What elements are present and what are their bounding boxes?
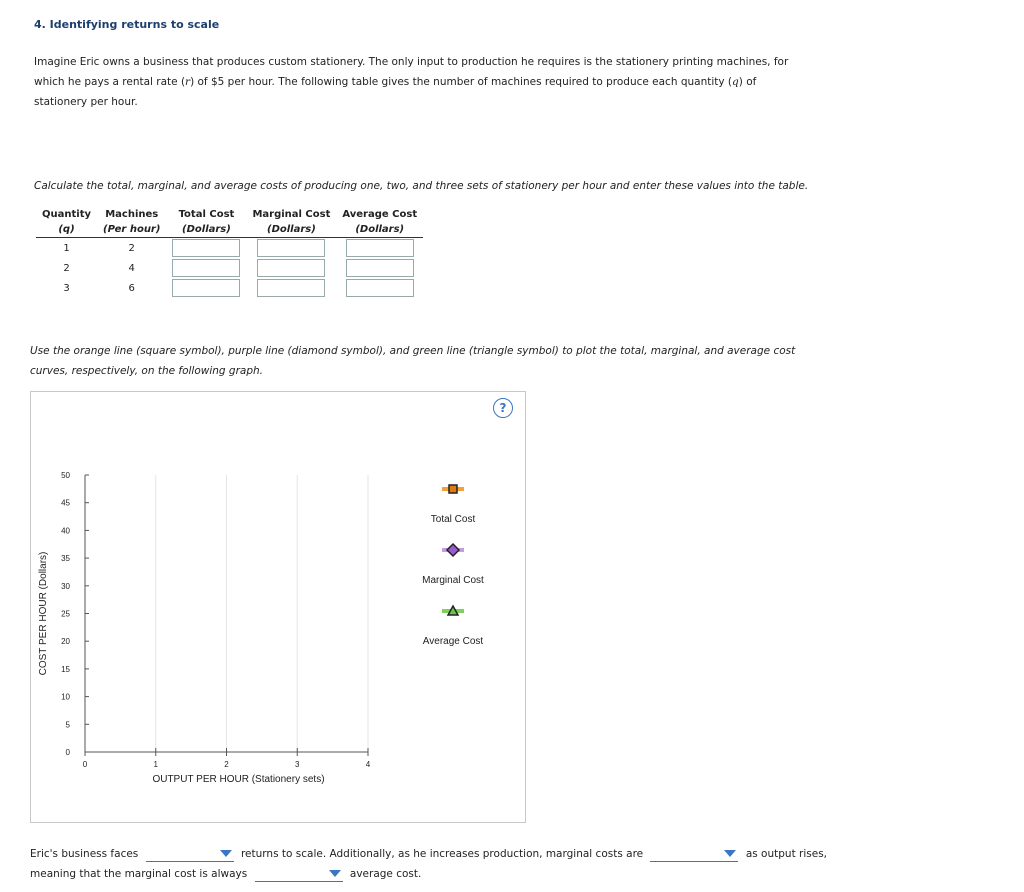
- marginal-cost-input-3[interactable]: [257, 279, 325, 297]
- header-quantity: Quantity: [42, 208, 91, 220]
- x-tick-label: 1: [153, 760, 158, 769]
- cell-quantity: 2: [63, 262, 70, 274]
- x-tick-label: 4: [365, 760, 371, 769]
- table-row: [36, 258, 423, 278]
- table-header-row: [36, 206, 423, 222]
- average-cost-input-2[interactable]: [346, 259, 414, 277]
- legend-diamond-icon: [447, 544, 459, 556]
- subheader-machines: (Per hour): [97, 222, 166, 238]
- header-average-cost: Average Cost: [342, 208, 418, 220]
- sentence-part-4: meaning that the marginal cost is always: [30, 868, 248, 880]
- chevron-down-icon: [220, 850, 232, 857]
- x-tick-label: 2: [224, 760, 229, 769]
- header-marginal-cost: Marginal Cost: [252, 208, 331, 220]
- y-axis-label: COST PER HOUR (Dollars): [38, 551, 49, 676]
- legend-label: Average Cost: [422, 636, 484, 647]
- marginal-cost-input-2[interactable]: [257, 259, 325, 277]
- y-tick-label: 50: [61, 471, 70, 480]
- subheader-quantity: (q): [36, 222, 97, 238]
- x-axis-label: OUTPUT PER HOUR (Stationery sets): [152, 774, 325, 785]
- table-instruction: Calculate the total, marginal, and average costs of producing one, two, and three sets of stationery per hour and enter these values into the table.: [34, 180, 809, 192]
- subheader-total-cost: (Dollars): [166, 222, 246, 238]
- y-tick-label: 40: [61, 526, 70, 536]
- cell-machines: 6: [128, 282, 135, 294]
- cell-quantity: 1: [63, 242, 70, 254]
- sentence-part-1: Eric's business faces: [30, 848, 139, 860]
- question-title: 4. Identifying returns to scale: [34, 18, 220, 31]
- y-tick-label: 20: [61, 637, 70, 647]
- y-tick-label: 35: [61, 554, 70, 564]
- y-tick-label: 10: [61, 692, 70, 702]
- header-machines: Machines: [105, 208, 159, 220]
- cost-table: [36, 206, 423, 298]
- cell-machines: 4: [128, 262, 135, 274]
- average-cost-input-1[interactable]: [346, 239, 414, 257]
- intro-paragraph: Imagine Eric owns a business that produces custom stationery. The only input to production he requires is the stationery printing machines, for which he pays a rental rate (r) of $5 per hour. The following table gives the number of machines required to produce each quantity (q) of stationery per hour.: [34, 56, 789, 108]
- average-cost-input-3[interactable]: [346, 279, 414, 297]
- sentence-part-2: returns to scale. Additionally, as he increases production, marginal costs are: [240, 848, 644, 860]
- returns-to-scale-dropdown[interactable]: [146, 847, 234, 862]
- graph-instruction: Use the orange line (square symbol), purple line (diamond symbol), and green line (triangle symbol) to plot the total, marginal, and average cost curves, respectively, on the following graph.: [30, 345, 796, 377]
- sentence-part-5: average cost.: [349, 868, 422, 880]
- y-tick-label: 0: [65, 748, 70, 757]
- total-cost-input-3[interactable]: [172, 279, 240, 297]
- marginal-cost-input-1[interactable]: [257, 239, 325, 257]
- chevron-down-icon: [724, 850, 736, 857]
- cell-machines: 2: [128, 242, 135, 254]
- mc-vs-ac-dropdown[interactable]: [255, 867, 343, 882]
- legend-square-icon: [449, 485, 457, 493]
- chevron-down-icon: [329, 870, 341, 877]
- header-total-cost: Total Cost: [178, 208, 235, 220]
- help-icon[interactable]: ?: [493, 398, 513, 418]
- cost-graph[interactable]: [31, 392, 525, 822]
- marginal-cost-trend-dropdown[interactable]: [650, 847, 738, 862]
- table-row: [36, 238, 423, 259]
- table-subheader-row: [36, 222, 423, 238]
- y-tick-label: 25: [61, 609, 70, 619]
- subheader-marginal-cost: (Dollars): [246, 222, 336, 238]
- y-tick-label: 15: [61, 664, 70, 674]
- legend-label: Marginal Cost: [422, 575, 484, 586]
- x-tick-label: 3: [295, 760, 300, 769]
- x-tick-label: 0: [82, 760, 88, 769]
- total-cost-input-1[interactable]: [172, 239, 240, 257]
- cell-quantity: 3: [63, 282, 70, 294]
- total-cost-input-2[interactable]: [172, 259, 240, 277]
- graph-panel: [30, 391, 526, 823]
- answer-sentence: [30, 844, 830, 884]
- y-tick-label: 5: [65, 720, 70, 730]
- table-row: [36, 278, 423, 298]
- subheader-average-cost: (Dollars): [336, 222, 423, 238]
- y-tick-label: 45: [61, 498, 70, 508]
- y-tick-label: 30: [61, 581, 70, 591]
- legend-label: Total Cost: [430, 514, 476, 525]
- sentence-part-3: as output rises,: [745, 848, 827, 860]
